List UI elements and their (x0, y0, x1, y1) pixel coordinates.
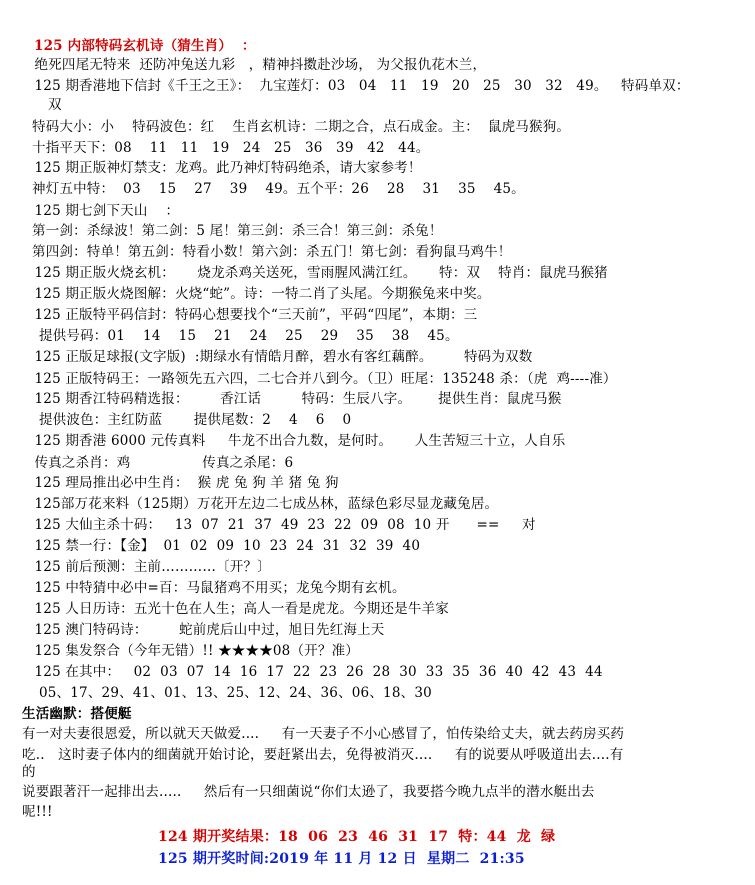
info-line: 125部万花来料（125期）万花开左边二七成丛林，蓝绿色彩尽显龙藏兔居。 (30, 496, 499, 512)
info-line: 125 理局推出必中生肖： 猴 虎 兔 狗 羊 猪 兔 狗 (30, 475, 339, 491)
next-draw-time: 125 期开奖时间:2019 年 11 月 12 日 星期二 21:35 (158, 851, 525, 867)
section-heading: 125 期七剑下天山 ： (30, 203, 180, 219)
info-line: 125 集发祭合（今年无错）!! ★★★★08（开？准） (30, 643, 359, 659)
story-line: 吃.. 这时妻子体内的细菌就开始讨论，要赶紧出去，免得被消灭.... 有的说要从呼吸道出去....有 (22, 747, 624, 763)
story-line: 呢!!! (22, 804, 53, 820)
page-title: 125 内部特码玄机诗（猜生肖） ： (34, 38, 256, 54)
info-line: 第四剑：特单！第五剑：特看小数！第六剑：杀五门！第七剑：看狗鼠马鸡牛！ (32, 244, 512, 260)
info-line: 125 期香江特码精选报： 香江话 特码：生辰八字。 提供生肖：鼠虎马猴 (30, 391, 562, 407)
story-title: 生活幽默：搭便艇 (22, 706, 132, 722)
poem-line: 绝死四尾无特来 还防冲兔送九彩 ，精神抖擞赴沙场， 为父报仇花木兰， (30, 57, 487, 73)
info-line: 125 人日历诗：五光十色在人生；高人一看是虎龙。今期还是牛羊家 (30, 601, 449, 617)
info-line: 十指平天下：08 11 11 19 24 25 36 39 42 44。 (32, 140, 430, 156)
info-line: 特码大小：小 特码波色：红 生肖玄机诗：二期之合，点石成金。主： 鼠虎马猴狗。 (32, 119, 571, 135)
draw-result: 124 期开奖结果：18 06 23 46 31 17 特：44 龙 绿 (158, 829, 556, 845)
info-line: 125 正版特平码信封：特码心想要找个“三天前”，平码“四尾”，本期：三 (30, 307, 478, 323)
info-line: 125 在其中： 02 03 07 14 16 17 22 23 26 28 30 33 35 36 40 42 43 44 (30, 664, 603, 680)
story-line: 的 (22, 764, 36, 780)
info-line: 125 中特猜中必中=百：马鼠猪鸡不用买；龙兔今期有玄机。 (30, 580, 406, 596)
info-line: 125 大仙主杀十码： 13 07 21 37 49 23 22 09 08 10 开 == 对 (30, 517, 536, 533)
info-line: 双 (30, 97, 62, 113)
info-line: 05、17、29、41、01、13、25、12、24、36、06、18、30 (30, 685, 432, 701)
info-line: 125 期香港 6000 元传真料 牛龙不出合九数，是何时。 人生苦短三十立，人自乐 (30, 433, 566, 449)
info-line: 神灯五中特： 03 15 27 39 49。五个平：26 28 31 35 45。 (32, 181, 525, 197)
info-line: 125 期正版火烧玄机： 烧龙杀鸡关送死，雪雨腥风满江红。 特：双 特肖：鼠虎马猴猪 (30, 265, 608, 281)
info-line: 125 正版足球报(文字版) :期绿水有情皓月醉，碧水有客红藕醉。 特码为双数 (30, 349, 533, 365)
info-line: 125 期正版神灯禁支：龙鸡。此乃神灯特码绝杀，请大家参考！ (30, 160, 422, 176)
info-line: 125 期正版火烧图解：火烧“蛇”。诗：一特二肖了头尾。今期猴兔来中奖。 (30, 286, 491, 302)
info-line: 125 正版特码王：一路领先五六四，二七合并八到今。（卫）旺尾：135248 杀：（虎 鸡----准） (30, 371, 617, 387)
info-line: 提供波色：主红防蓝 提供尾数：2 4 6 0 (30, 412, 352, 428)
info-line: 第一剑：杀绿波！第二剑：5 尾！第三剑：杀三合！第三剑：杀兔！ (32, 223, 443, 239)
story-line: 说要跟著汗一起排出去..... 然后有一只细菌说“你们太逊了，我要搭今晚九点半的潜水艇出去 (22, 784, 595, 800)
info-line: 传真之杀肖：鸡 传真之杀尾：6 (30, 455, 294, 471)
info-line: 125 澳门特码诗： 蛇前虎后山中过，旭日先红海上天 (30, 622, 385, 638)
info-line: 125 期香港地下信封《千王之王》： 九宝莲灯：03 04 11 19 20 25 30 32 49。 特码单双： (30, 78, 690, 94)
info-line: 提供号码：01 14 15 21 24 25 29 35 38 45。 (30, 328, 459, 344)
info-line: 125 前后预测：主前…………〔开？〕 (30, 559, 271, 575)
story-line: 有一对夫妻很恩爱，所以就天天做爱.... 有一天妻子不小心感冒了，怕传染给丈夫，就去药房买药 (22, 726, 625, 742)
info-line: 125 禁一行：【金】 01 02 09 10 23 24 31 32 39 40 (30, 538, 421, 554)
